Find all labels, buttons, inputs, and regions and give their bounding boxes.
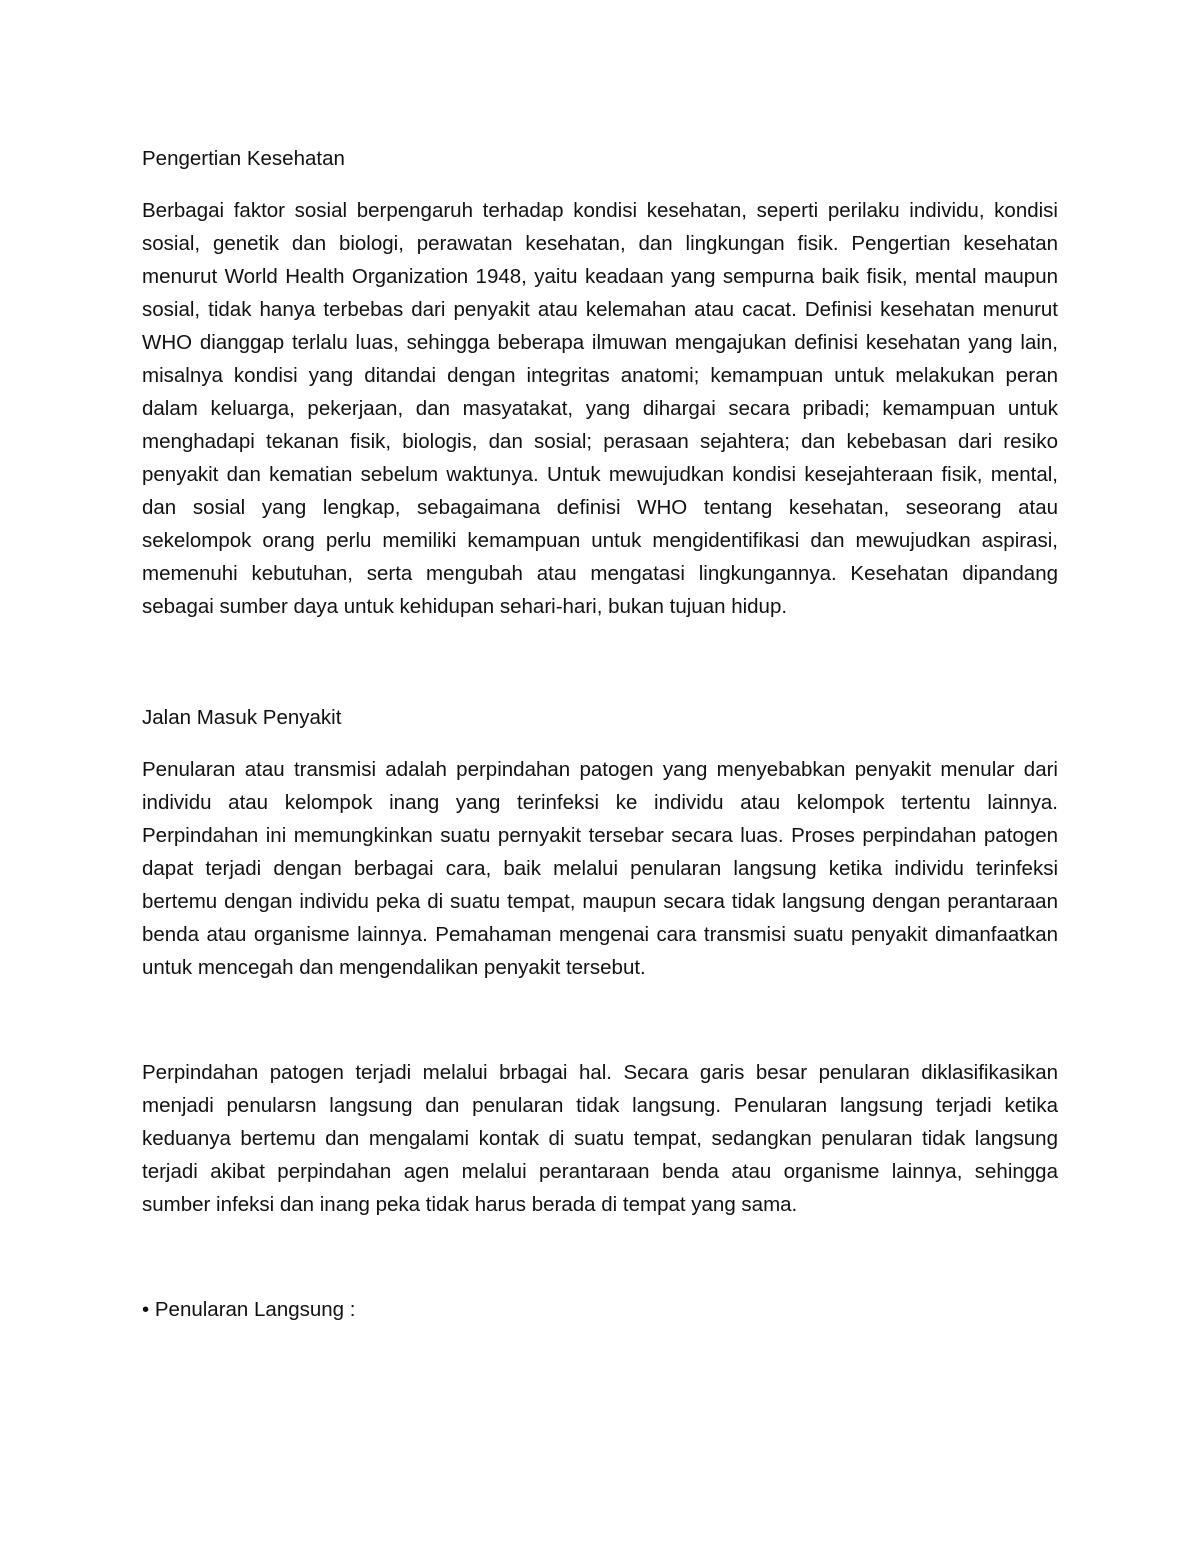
section-heading-pengertian-kesehatan: Pengertian Kesehatan (142, 147, 345, 170)
bullet-penularan-langsung: • Penularan Langsung : (142, 1298, 356, 1321)
section-heading-jalan-masuk-penyakit: Jalan Masuk Penyakit (142, 706, 342, 729)
paragraph-penularan: Penularan atau transmisi adalah perpindahan patogen yang menyebabkan penyakit menular dari individu atau kelompok inang yang terinfeksi ke individu atau kelompok tertentu lainnya. Perpindahan ini memungkinkan suatu pernyakit tersebar secara luas. Proses perpindahan patogen dapat terjadi dengan berbagai cara, baik melalui penularan langsung ketika individu terinfeksi bertemu dengan individu peka di suatu tempat, maupun secara tidak langsung dengan perantaraan benda atau organisme lainnya. Pemahaman mengenai cara transmisi suatu penyakit dimanfaatkan untuk mencegah dan mengendalikan penyakit tersebut. (142, 758, 1058, 979)
spacer (142, 1221, 1058, 1293)
spacer (142, 623, 1058, 701)
document-page (142, 142, 1058, 1326)
spacer (142, 734, 1058, 753)
paragraph-pengertian-kesehatan: Berbagai faktor sosial berpengaruh terhadap kondisi kesehatan, seperti perilaku individu, kondisi sosial, genetik dan biologi, perawatan kesehatan, dan lingkungan fisik. Pengertian kesehatan menurut World Health Organization 1948, yaitu keadaan yang sempurna baik fisik, mental maupun sosial, tidak hanya terbebas dari penyakit atau kelemahan atau cacat. Definisi kesehatan menurut WHO dianggap terlalu luas, sehingga beberapa ilmuwan mengajukan definisi kesehatan yang lain, misalnya kondisi yang ditandai dengan integritas anatomi; kemampuan untuk melakukan peran dalam keluarga, pekerjaan, dan masyatakat, yang dihargai secara pribadi; kemampuan untuk menghadapi tekanan fisik, biologis, dan sosial; perasaan sejahtera; dan kebebasan dari resiko penyakit dan kematian sebelum waktunya. Untuk mewujudkan kondisi kesejahteraan fisik, mental, dan sosial yang lengkap, sebagaimana definisi WHO tentang kesehatan, seseorang atau sekelompok orang perlu memiliki kemampuan untuk mengidentifikasi dan mewujudkan aspirasi, memenuhi kebutuhan, serta mengubah atau mengatasi lingkungannya. Kesehatan dipandang sebagai sumber daya untuk kehidupan sehari-hari, bukan tujuan hidup. (142, 199, 1058, 618)
spacer (142, 984, 1058, 1056)
spacer (142, 175, 1058, 194)
paragraph-perpindahan-patogen: Perpindahan patogen terjadi melalui brbagai hal. Secara garis besar penularan diklasifikasikan menjadi penularsn langsung dan penularan tidak langsung. Penularan langsung terjadi ketika keduanya bertemu dan mengalami kontak di suatu tempat, sedangkan penularan tidak langsung terjadi akibat perpindahan agen melalui perantaraan benda atau organisme lainnya, sehingga sumber infeksi dan inang peka tidak harus berada di tempat yang sama. (142, 1061, 1058, 1216)
